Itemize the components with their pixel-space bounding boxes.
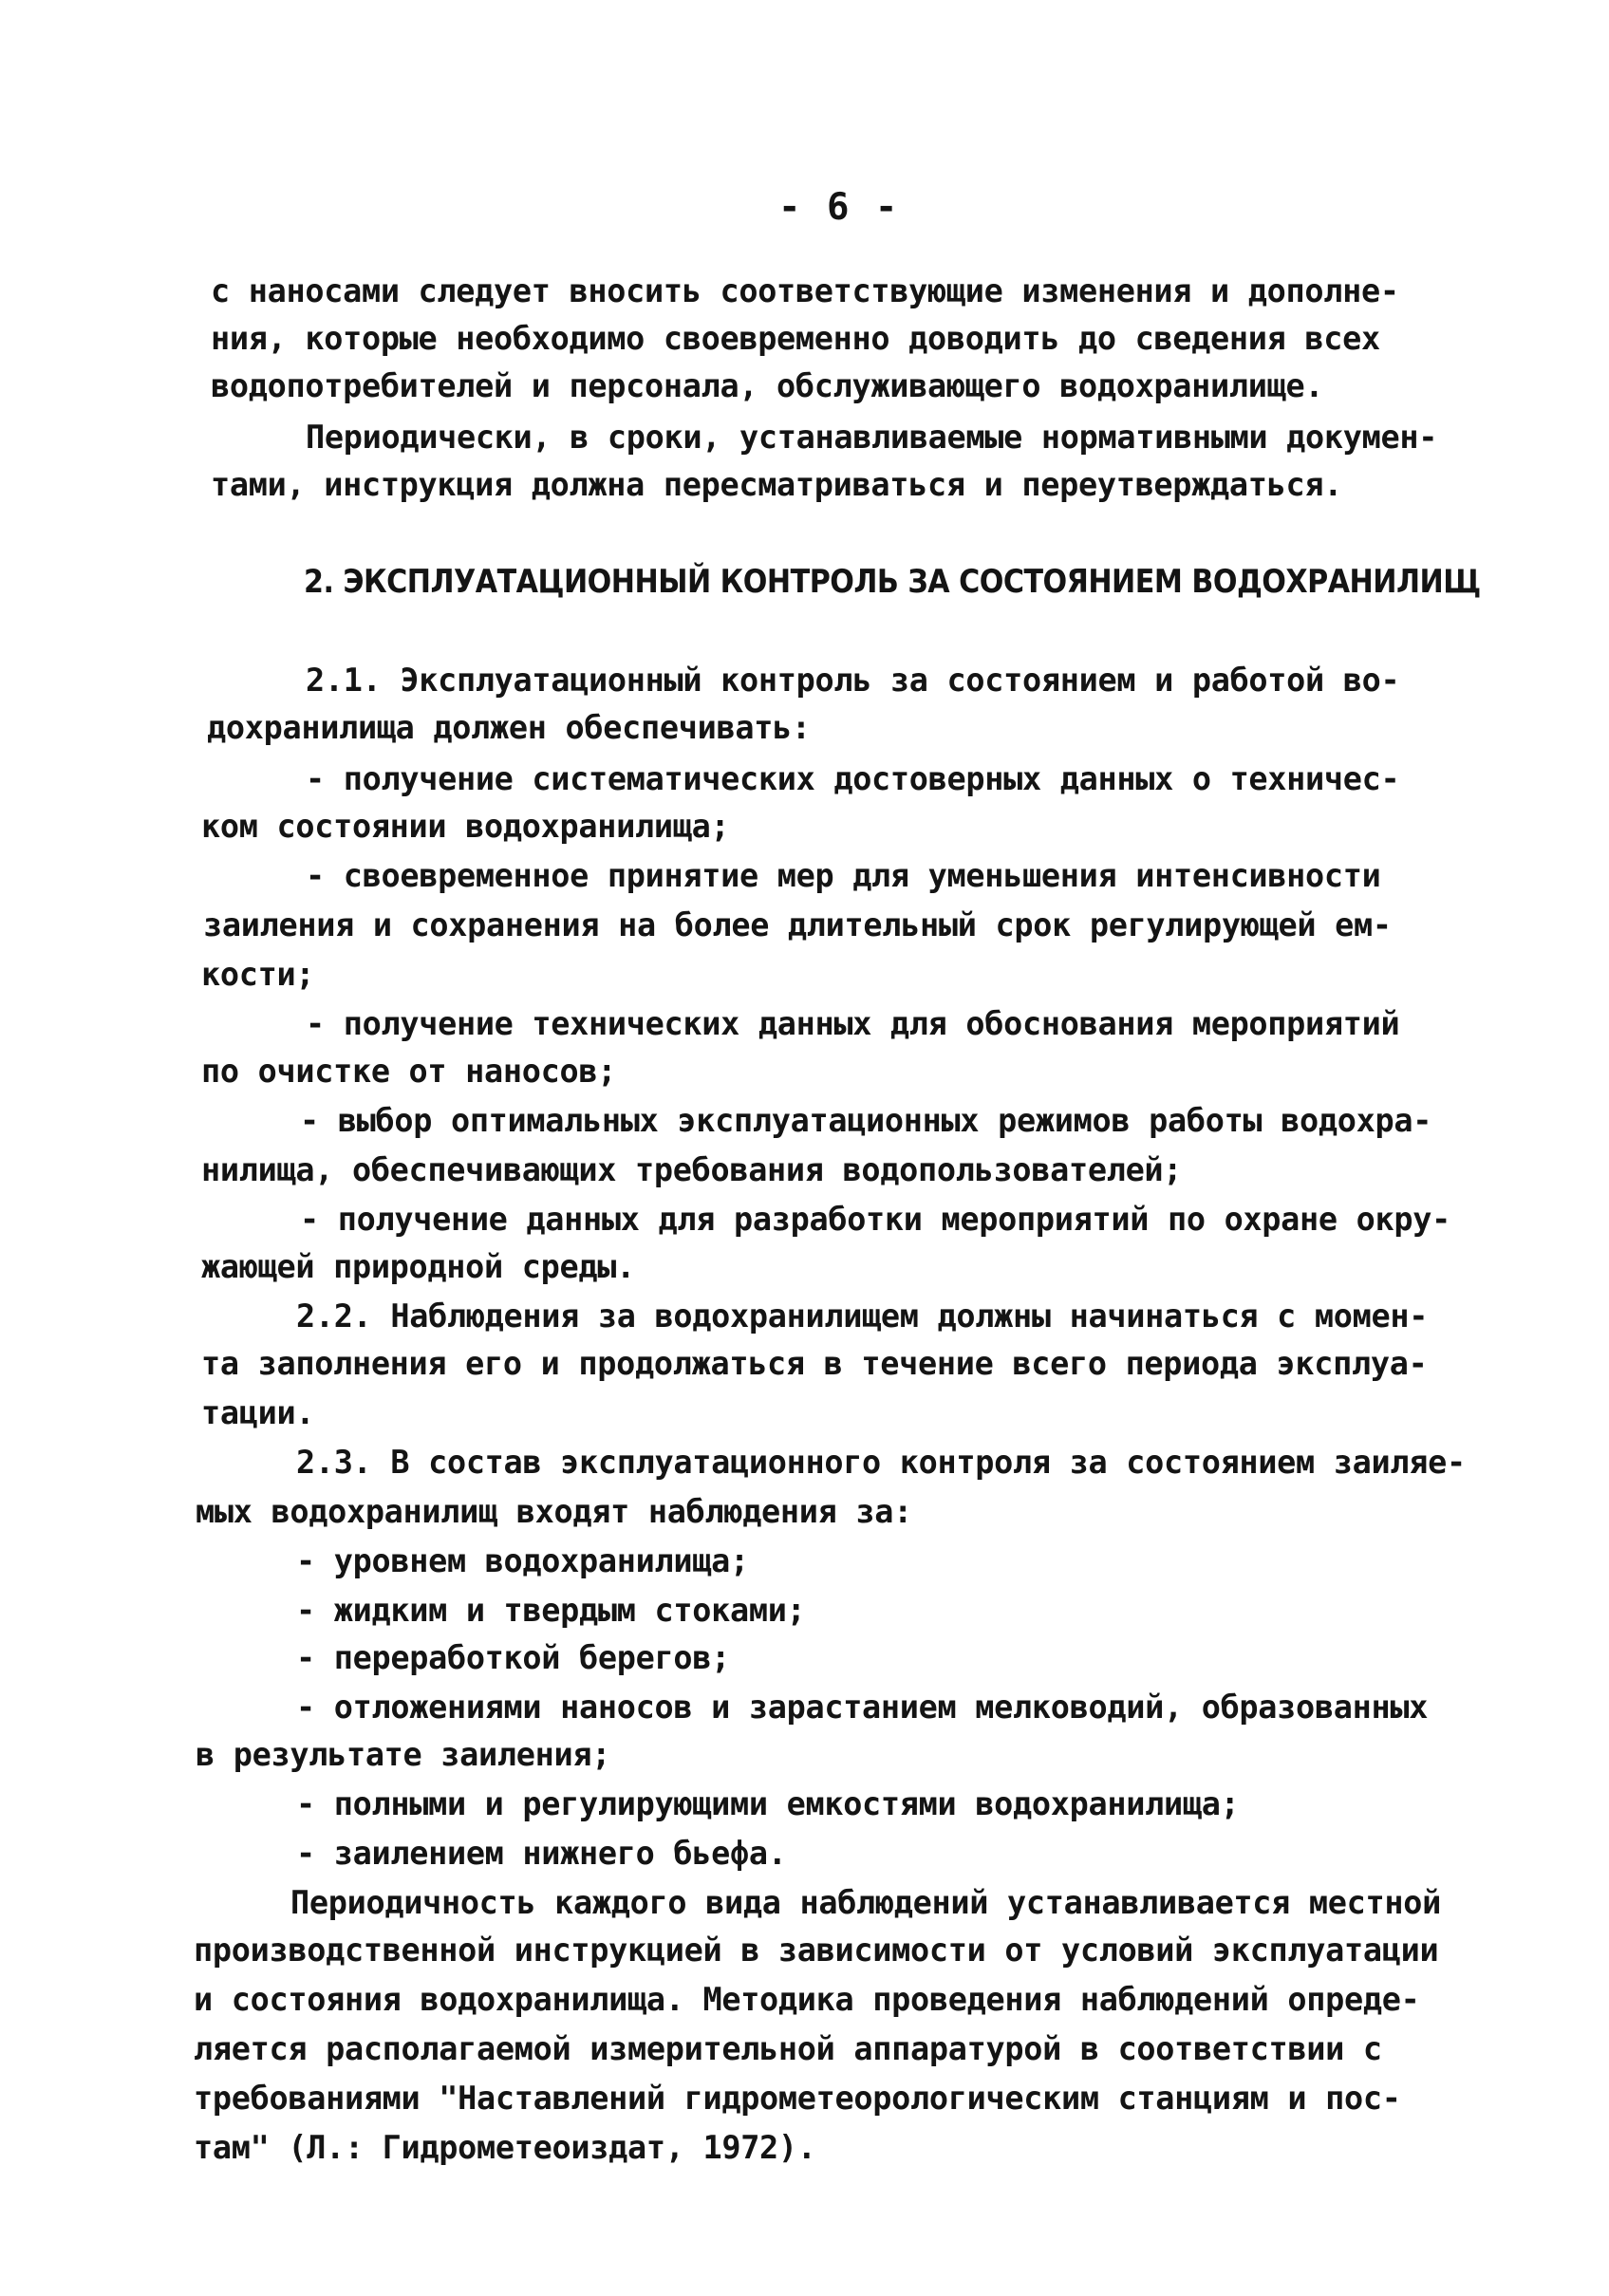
- text-line: Периодичность каждого вида наблюдений устанавливается местной: [290, 1884, 1441, 1921]
- text-line: 2.2. Наблюдения за водохранилищем должны начинаться с момен-: [296, 1297, 1429, 1335]
- text-line: водопотребителей и персонала, обслуживающего водохранилище.: [211, 367, 1324, 404]
- text-line: - полными и регулирующими емкостями водохранилища;: [296, 1785, 1240, 1822]
- text-line: там" (Л.: Гидрометеоиздат, 1972).: [194, 2129, 816, 2166]
- text-line: производственной инструкцией в зависимости от условий эксплуатации: [194, 1932, 1439, 1969]
- text-line: по очистке от наносов;: [201, 1053, 617, 1090]
- page-number: - 6 -: [778, 186, 900, 229]
- text-line: ляется располагаемой измерительной аппаратурой в соответствии с: [194, 2030, 1382, 2067]
- text-line: - получение данных для разработки мероприятий по охране окру-: [300, 1201, 1450, 1238]
- text-line: мых водохранилищ входят наблюдения за:: [196, 1493, 913, 1530]
- text-line: ком состоянии водохранилища;: [201, 808, 730, 845]
- text-line: 2.3. В состав эксплуатационного контроля за состоянием заиляе-: [296, 1444, 1466, 1481]
- text-line: тации.: [201, 1394, 315, 1431]
- text-line: - жидким и твердым стоками;: [296, 1592, 806, 1629]
- text-line: та заполнения его и продолжаться в течение всего периода эксплуа-: [201, 1345, 1428, 1382]
- text-line: - выбор оптимальных эксплуатационных режимов работы водохра-: [300, 1102, 1432, 1139]
- section-heading: 2. ЭКСПЛУАТАЦИОННЫЙ КОНТРОЛЬ ЗА СОСТОЯНИЕМ ВОДОХРАНИЛИЩ: [304, 563, 1481, 600]
- text-line: в результате заиления;: [196, 1736, 611, 1773]
- text-line: 2.1. Эксплуатационный контроль за состоянием и работой во-: [306, 662, 1400, 699]
- text-line: - своевременное принятие мер для уменьшения интенсивности: [306, 857, 1381, 894]
- text-line: дохранилища должен обеспечивать:: [207, 709, 811, 746]
- text-line: ния, которые необходимо своевременно доводить до сведения всех: [211, 320, 1380, 357]
- text-line: - отложениями наносов и зарастанием мелководий, образованных: [296, 1689, 1429, 1726]
- text-line: заиления и сохранения на более длительный срок регулирующей ем-: [203, 906, 1392, 943]
- text-line: и состояния водохранилища. Методика проведения наблюдений опреде-: [194, 1981, 1420, 2018]
- text-line: жающей природной среды.: [201, 1248, 635, 1285]
- text-line: - уровнем водохранилища;: [296, 1542, 749, 1579]
- text-line: с наносами следует вносить соответствующие изменения и дополне-: [211, 272, 1399, 309]
- text-line: - получение систематических достоверных данных о техничес-: [306, 760, 1400, 797]
- text-line: Периодически, в сроки, устанавливаемые нормативными докумен-: [306, 419, 1438, 456]
- text-line: кости;: [201, 956, 315, 993]
- text-line: тами, инструкция должна пересматриваться и переутверждаться.: [211, 466, 1343, 503]
- text-line: нилища, обеспечивающих требования водопользователей;: [201, 1151, 1183, 1188]
- text-line: - переработкой берегов;: [296, 1639, 730, 1676]
- text-line: - получение технических данных для обоснования мероприятий: [306, 1005, 1400, 1042]
- text-line: - заилением нижнего бьефа.: [296, 1835, 787, 1872]
- text-line: требованиями "Наставлений гидрометеорологическим станциям и пос-: [194, 2080, 1401, 2117]
